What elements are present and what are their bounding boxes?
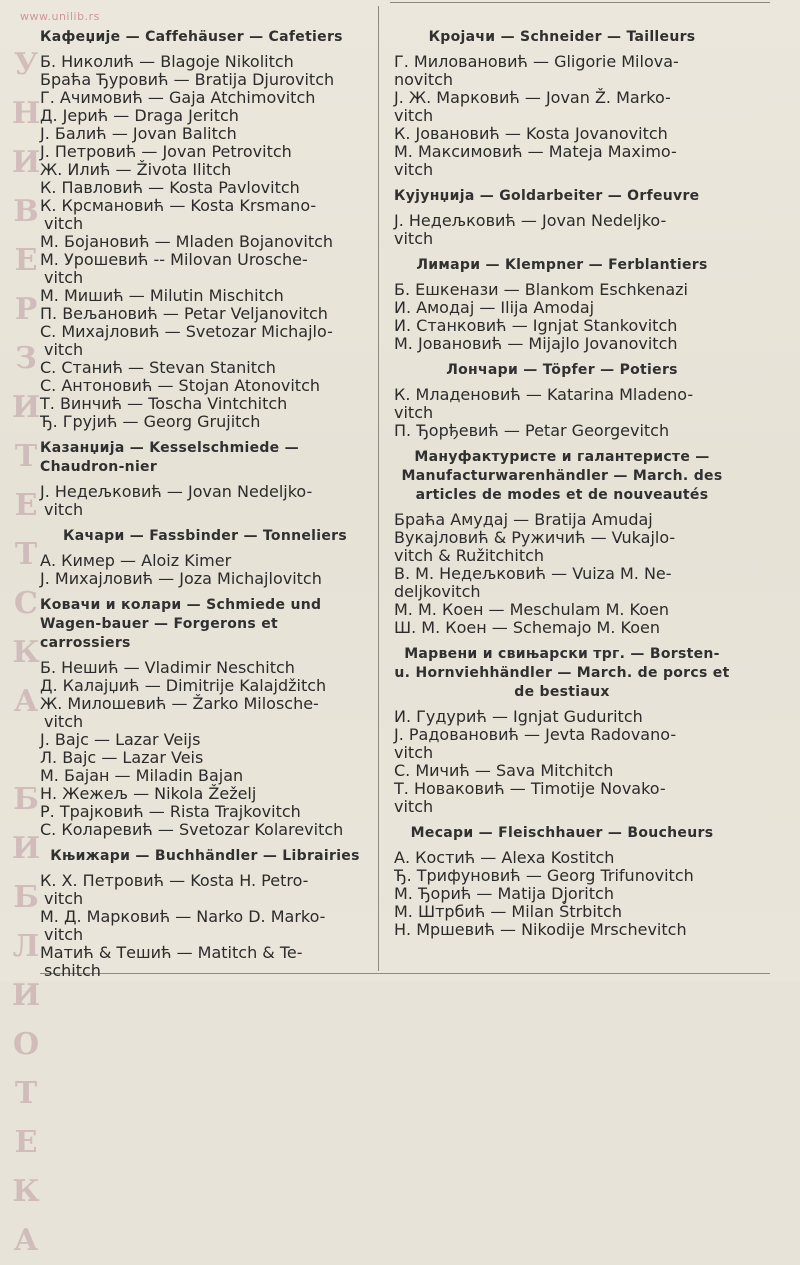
- entry-line: И. Станковић — Ignjat Stankovitch: [394, 316, 678, 335]
- watermark-letter: [21, 726, 31, 775]
- directory-entry: [40, 483, 370, 519]
- directory-entry: [40, 305, 370, 323]
- entry-line: Р. Трајковић — Rista Trajkovitch: [40, 802, 301, 821]
- entry-line: П. Вељановић — Petar Veljanovitch: [40, 304, 328, 323]
- directory-entry: [394, 299, 730, 317]
- directory-entry: [394, 317, 730, 335]
- directory-entry: [394, 335, 730, 353]
- entry-continuation: vitch: [394, 106, 434, 125]
- category-heading: Лимари — Klempner — Ferblantiers: [416, 257, 708, 273]
- directory-entry: [40, 395, 370, 413]
- watermark-letter: И: [11, 978, 41, 1013]
- category-heading: Књижари — Buchhändler — Librairies: [50, 848, 360, 864]
- entry-continuation: vitch: [44, 268, 84, 287]
- directory-entry: [40, 125, 370, 143]
- directory-entry: [40, 359, 370, 377]
- watermark-letter: В: [13, 194, 39, 229]
- directory-entry: [40, 767, 370, 785]
- watermark-letter: О: [12, 1027, 40, 1062]
- entry-line: М. Максимовић — Mateja Maximo-: [394, 142, 677, 161]
- directory-entry: [394, 708, 730, 726]
- watermark-letter: Б: [13, 782, 39, 817]
- directory-entry: [394, 903, 730, 921]
- entry-continuation: schitch: [44, 961, 101, 980]
- directory-entry: [394, 849, 730, 867]
- entry-line: М. Јовановић — Mijajlo Jovanovitch: [394, 334, 678, 353]
- directory-entry: [40, 197, 370, 233]
- entry-line: А. Кимер — Aloiz Kimer: [40, 551, 232, 570]
- entry-line: М. Штрбић — Milan Štrbitch: [394, 902, 622, 921]
- entry-line: Ј. Петровић — Jovan Petrovitch: [40, 142, 292, 161]
- watermark-letter: З: [15, 341, 37, 376]
- watermark-vertical: [11, 40, 41, 1265]
- directory-entry: [394, 619, 730, 637]
- entry-line: М. Мишић — Milutin Mischitch: [40, 286, 284, 305]
- directory-entry: [40, 785, 370, 803]
- directory-entry: [40, 251, 370, 287]
- directory-entry: [40, 659, 370, 677]
- watermark-letter: Т: [14, 439, 38, 474]
- entry-line: С. Станић — Stevan Stanitch: [40, 358, 276, 377]
- directory-entry: [40, 821, 370, 839]
- entry-line: С. Михајловић — Svetozar Michajlo-: [40, 322, 333, 341]
- watermark-letter: А: [13, 684, 39, 719]
- directory-entry: [40, 677, 370, 695]
- entry-line: Ј. Михајловић — Joza Michajlovitch: [40, 569, 322, 588]
- directory-entry: [40, 552, 370, 570]
- directory-entry: [394, 281, 730, 299]
- entry-continuation: vitch: [394, 160, 434, 179]
- directory-entry: [394, 885, 730, 903]
- directory-entry: [40, 872, 370, 908]
- entry-line: Ј. Балић — Jovan Balitch: [40, 124, 237, 143]
- top-rule: [390, 2, 770, 3]
- entry-line: А. Костић — Alexa Kostitch: [394, 848, 615, 867]
- entry-line: Ж. Милошевић — Žarko Milosche-: [40, 694, 319, 713]
- directory-entry: [40, 107, 370, 125]
- directory-entry: [40, 944, 370, 980]
- entry-line: Б. Николић — Blagoje Nikolitch: [40, 52, 294, 71]
- category-heading: Кујунџија — Goldarbeiter — Orfeuvre: [394, 188, 700, 204]
- directory-entry: [40, 695, 370, 731]
- entry-line: П. Ђорђевић — Petar Georgevitch: [394, 421, 670, 440]
- entry-continuation: vitch: [394, 229, 434, 248]
- entry-line: Д. Калајџић — Dimitrije Kalajdžitch: [40, 676, 327, 695]
- entry-continuation: vitch & Ružitchitch: [394, 546, 545, 565]
- category-heading: Лончари — Töpfer — Potiers: [446, 362, 678, 378]
- category-heading: Кројачи — Schneider — Tailleurs: [428, 29, 696, 45]
- entry-line: Л. Вајс — Lazar Veis: [40, 748, 204, 767]
- directory-entry: [40, 803, 370, 821]
- watermark-letter: Н: [11, 96, 41, 131]
- entry-line: С. Антоновић — Stojan Atonovitch: [40, 376, 321, 395]
- entry-line: М. М. Коен — Meschulam M. Koen: [394, 600, 670, 619]
- entry-line: К. Х. Петровић — Kosta H. Petro-: [40, 871, 309, 890]
- directory-entry: [394, 565, 730, 601]
- directory-entry: [394, 921, 730, 939]
- entry-continuation: vitch: [44, 712, 84, 731]
- entry-continuation: vitch: [44, 340, 84, 359]
- entry-line: Т. Новаковић — Timotije Novako-: [394, 779, 666, 798]
- watermark-url: www.unilib.rs: [20, 10, 100, 23]
- entry-line: Б. Ешкенази — Blankom Eschkenazi: [394, 280, 688, 299]
- directory-entry: [394, 529, 730, 565]
- directory-entry: [40, 53, 370, 71]
- category-heading: Мануфактуристе и галантеристе — Manufacturwarenhändler — March. des articles de modes et de nouveautés: [401, 449, 723, 503]
- entry-line: Ђ. Трифуновић — Georg Trifunovitch: [394, 866, 694, 885]
- entry-line: Д. Јерић — Draga Jeritch: [40, 106, 239, 125]
- directory-entry: [394, 601, 730, 619]
- entry-line: Ш. М. Коен — Schemajo M. Koen: [394, 618, 660, 637]
- entry-line: Б. Нешић — Vladimir Neschitch: [40, 658, 295, 677]
- entry-line: Матић & Тешић — Matitch & Te-: [40, 943, 303, 962]
- entry-line: К. Младеновић — Katarina Mladeno-: [394, 385, 694, 404]
- entry-line: М. Ђорић — Matija Djoritch: [394, 884, 614, 903]
- entry-continuation: vitch: [44, 214, 84, 233]
- directory-entry: [40, 908, 370, 944]
- column-divider: [378, 6, 379, 971]
- entry-line: Г. Миловановић — Gligorie Milova-: [394, 52, 679, 71]
- entry-continuation: vitch: [394, 403, 434, 422]
- entry-line: М. Бајан — Miladin Bajan: [40, 766, 244, 785]
- right-column: [394, 20, 730, 939]
- directory-entry: [394, 53, 730, 89]
- entry-line: Г. Ачимовић — Gaja Atchimovitch: [40, 88, 316, 107]
- entry-line: М. Бојановић — Mladen Bojanovitch: [40, 232, 334, 251]
- directory-entry: [40, 377, 370, 395]
- category-heading: Кафеџије — Caffehäuser — Cafetiers: [40, 29, 343, 45]
- directory-entry: [40, 287, 370, 305]
- watermark-letter: И: [11, 390, 41, 425]
- entry-line: В. М. Недељковић — Vuiza M. Ne-: [394, 564, 672, 583]
- directory-entry: [394, 726, 730, 762]
- category-heading: Качари — Fassbinder — Tonneliers: [62, 528, 347, 544]
- entry-line: Ј. Вајс — Lazar Veijs: [40, 730, 201, 749]
- watermark-letter: Е: [14, 243, 38, 278]
- directory-entry: [40, 179, 370, 197]
- entry-line: Т. Винчић — Toscha Vintchitch: [40, 394, 288, 413]
- entry-line: С. Коларевић — Svetozar Kolarevitch: [40, 820, 344, 839]
- entry-line: М. Урошевић -- Milovan Urosche-: [40, 250, 308, 269]
- watermark-letter: Е: [14, 1125, 38, 1160]
- entry-line: М. Д. Марковић — Narko D. Marko-: [40, 907, 326, 926]
- directory-entry: [394, 143, 730, 179]
- watermark-letter: И: [11, 831, 41, 866]
- category-heading: Марвени и свињарски трг. — Borsten- u. Hornviehhändler — March. de porcs et de bestiaux: [394, 646, 730, 700]
- watermark-letter: С: [14, 586, 38, 621]
- entry-line: Вукајловић & Ружичић — Vukajlo-: [394, 528, 676, 547]
- directory-entry: [40, 89, 370, 107]
- directory-entry: [394, 89, 730, 125]
- category-heading: Казанџија — Kesselschmiede — Chaudron-nier: [40, 440, 299, 475]
- entry-continuation: deljkovitch: [394, 582, 481, 601]
- entry-continuation: vitch: [394, 797, 434, 816]
- watermark-letter: К: [12, 635, 40, 670]
- category-heading: Ковачи и колари — Schmiede und Wagen-bauer — Forgerons et carrossiers: [40, 597, 322, 651]
- directory-entry: [40, 323, 370, 359]
- entry-line: Браћа Ђуровић — Bratija Djurovitch: [40, 70, 335, 89]
- watermark-letter: У: [13, 47, 39, 82]
- watermark-letter: К: [12, 1174, 40, 1209]
- entry-line: К. Павловић — Kosta Pavlovitch: [40, 178, 300, 197]
- entry-line: Ј. Ж. Марковић — Jovan Ž. Marko-: [394, 88, 671, 107]
- entry-line: К. Јовановић — Kosta Jovanovitch: [394, 124, 668, 143]
- entry-line: Ј. Радовановић — Jevta Radovano-: [394, 725, 677, 744]
- entry-line: Н. Жежељ — Nikola Žeželj: [40, 784, 257, 803]
- directory-entry: [394, 780, 730, 816]
- left-column: [40, 20, 370, 980]
- watermark-letter: Р: [14, 292, 38, 327]
- directory-entry: [40, 413, 370, 431]
- watermark-letter: Т: [14, 1076, 38, 1111]
- entry-line: Ј. Недељковић — Jovan Nedeljko-: [40, 482, 313, 501]
- entry-continuation: vitch: [44, 925, 84, 944]
- directory-entry: [40, 71, 370, 89]
- directory-entry: [394, 212, 730, 248]
- entry-line: И. Гудурић — Ignjat Guduritch: [394, 707, 643, 726]
- directory-entry: [394, 422, 730, 440]
- watermark-letter: И: [11, 145, 41, 180]
- directory-entry: [394, 386, 730, 422]
- entry-line: Ђ. Грујић — Georg Grujitch: [40, 412, 261, 431]
- entry-line: Ж. Илић — Života Ilitch: [40, 160, 232, 179]
- entry-continuation: novitch: [394, 70, 454, 89]
- directory-entry: [40, 233, 370, 251]
- watermark-letter: Б: [13, 880, 39, 915]
- directory-entry: [394, 125, 730, 143]
- category-heading: Месари — Fleischhauer — Boucheurs: [410, 825, 714, 841]
- watermark-letter: А: [13, 1223, 39, 1258]
- watermark-letter: Т: [14, 537, 38, 572]
- entry-line: С. Мичић — Sava Mitchitch: [394, 761, 614, 780]
- directory-entry: [394, 511, 730, 529]
- directory-entry: [394, 867, 730, 885]
- entry-continuation: vitch: [394, 743, 434, 762]
- watermark-letter: Е: [14, 488, 38, 523]
- directory-entry: [40, 749, 370, 767]
- entry-continuation: vitch: [44, 889, 84, 908]
- entry-line: И. Амодај — Ilija Amodaj: [394, 298, 595, 317]
- directory-entry: [40, 161, 370, 179]
- directory-entry: [40, 570, 370, 588]
- entry-line: Н. Мршевић — Nikodije Mrschevitch: [394, 920, 687, 939]
- entry-line: Браћа Амудај — Bratija Amudaj: [394, 510, 653, 529]
- directory-entry: [394, 762, 730, 780]
- watermark-letter: Л: [12, 929, 40, 964]
- directory-entry: [40, 731, 370, 749]
- directory-entry: [40, 143, 370, 161]
- entry-line: Ј. Недељковић — Jovan Nedeljko-: [394, 211, 667, 230]
- entry-line: К. Крсмановић — Kosta Krsmano-: [40, 196, 317, 215]
- entry-continuation: vitch: [44, 500, 84, 519]
